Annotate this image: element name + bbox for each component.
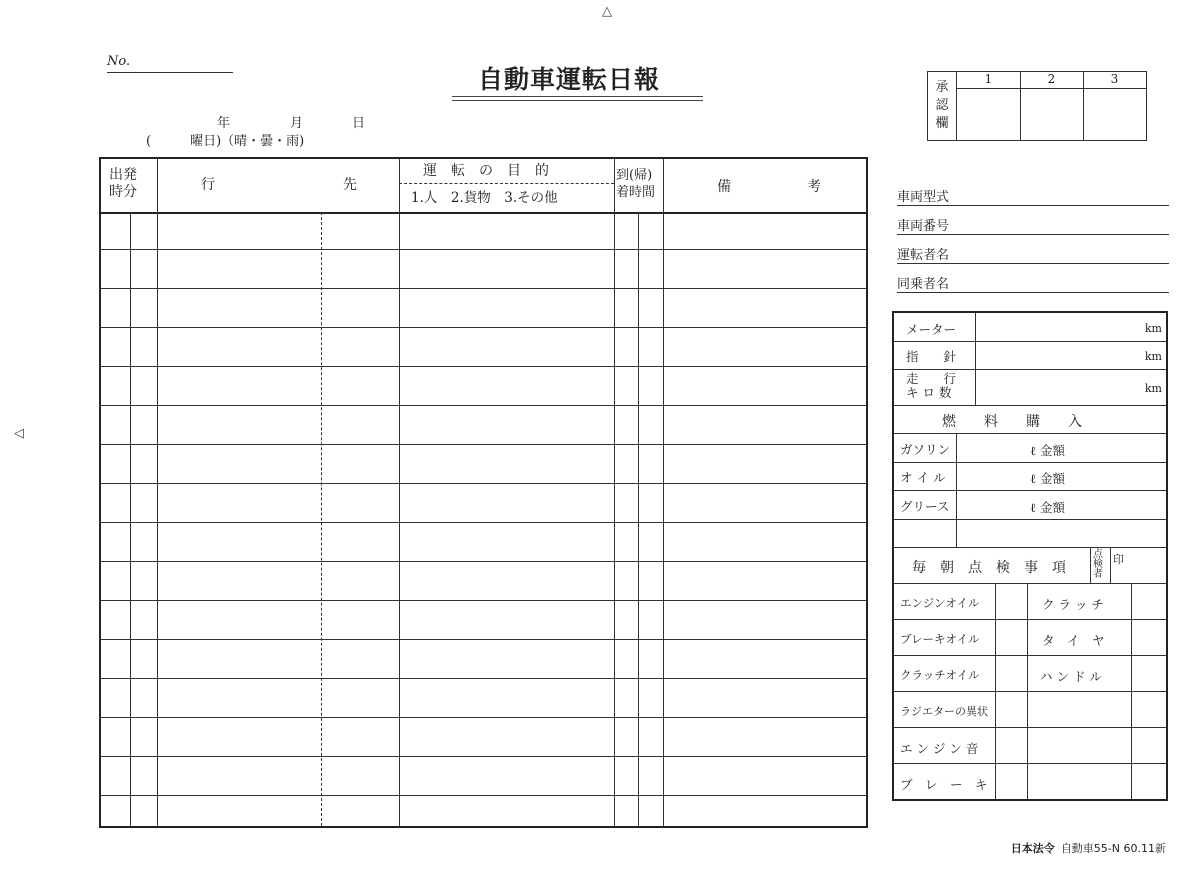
approval-box [927, 71, 1147, 141]
date-year-label: 年 [217, 116, 231, 131]
fuel-purchase-title: 燃 料 購 入 [942, 414, 1082, 430]
table-row[interactable] [101, 249, 866, 250]
weather-line: ( 曜日)（晴・曇・雨) [146, 134, 305, 149]
meter-label: メーター [906, 322, 957, 337]
fuel-item-oil: オ イ ル [900, 470, 946, 485]
check-engine-oil: エンジンオイル [900, 596, 980, 610]
seal-label: 印 [1113, 553, 1124, 566]
check-radiator: ラジエターの異状 [900, 705, 988, 718]
driver-name-field[interactable]: 運転者名 [897, 244, 1169, 264]
pointer-unit: km [1144, 350, 1162, 363]
title-underline-2 [452, 100, 703, 101]
inspection-title: 毎 朝 点 検 事 項 [912, 560, 1066, 576]
check-clutch: ク ラ ッ チ [1042, 597, 1104, 612]
table-row[interactable] [101, 483, 866, 484]
remarks-header-right: 考 [807, 179, 821, 195]
table-row[interactable] [101, 717, 866, 718]
table-row[interactable] [101, 600, 866, 601]
inspector-label: 点 検 者 [1093, 549, 1103, 580]
left-registration-mark: ◁ [14, 426, 24, 441]
check-handle: ハ ン ド ル [1040, 669, 1102, 684]
table-row[interactable] [101, 405, 866, 406]
check-tire: タ イ ヤ [1042, 633, 1105, 648]
fuel-item-grease: グリース [900, 499, 950, 514]
table-row[interactable] [101, 795, 866, 796]
check-brake: ブ レ ー キ [900, 777, 988, 792]
table-row[interactable] [101, 288, 866, 289]
approval-col-1: 1 [984, 72, 993, 86]
pointer-label: 指 針 [906, 349, 957, 364]
table-row[interactable] [101, 522, 866, 523]
log-table [99, 157, 868, 828]
inspection-form [892, 311, 1168, 801]
page-title: 自動車運転日報 [478, 65, 661, 94]
arrival-time-header: 到(帰) 着時間 [616, 168, 656, 200]
purpose-header: 運 転 の 目 的 [423, 163, 549, 179]
meter-unit: km [1144, 322, 1162, 335]
fuel-item-gasoline: ガソリン [900, 442, 951, 457]
table-row[interactable] [101, 756, 866, 757]
table-row[interactable] [101, 444, 866, 445]
top-registration-mark: △ [602, 4, 612, 19]
oil-amount-label: ℓ 金額 [1030, 471, 1065, 486]
check-engine-sound: エ ン ジ ン 音 [900, 741, 979, 756]
approval-col-2: 2 [1047, 72, 1056, 86]
departure-time-header: 出発 時分 [109, 167, 137, 200]
table-row[interactable] [101, 327, 866, 328]
check-brake-oil: ブレーキオイル [900, 632, 980, 646]
approval-col-3: 3 [1110, 72, 1119, 86]
table-row[interactable] [101, 366, 866, 367]
form-footer: 日本法令 自動車55-N 60.11新 [1010, 842, 1166, 855]
check-clutch-oil: クラッチオイル [900, 668, 980, 682]
vehicle-type-field[interactable]: 車両型式 [897, 186, 1169, 206]
destination-header-left: 行 [201, 177, 215, 193]
table-row[interactable] [101, 639, 866, 640]
grease-amount-label: ℓ 金額 [1030, 500, 1065, 515]
vehicle-number-field[interactable]: 車両番号 [897, 215, 1169, 235]
date-month-label: 月 [290, 116, 304, 131]
number-field-line[interactable] [107, 72, 233, 73]
gasoline-amount-label: ℓ 金額 [1030, 443, 1065, 458]
passenger-name-field[interactable]: 同乗者名 [897, 273, 1169, 293]
destination-header-right: 先 [343, 177, 357, 193]
distance-label: 走 行 キ ロ 数 [906, 371, 957, 400]
date-day-label: 日 [352, 116, 366, 131]
purpose-options: 1.人 2.貨物 3.その他 [411, 190, 558, 206]
table-row[interactable] [101, 561, 866, 562]
title-underline [452, 96, 703, 97]
remarks-header-left: 備 [717, 179, 731, 195]
approval-label: 承 認 欄 [928, 72, 957, 140]
number-label: No. [107, 54, 131, 69]
table-row[interactable] [101, 678, 866, 679]
distance-unit: km [1144, 382, 1162, 395]
